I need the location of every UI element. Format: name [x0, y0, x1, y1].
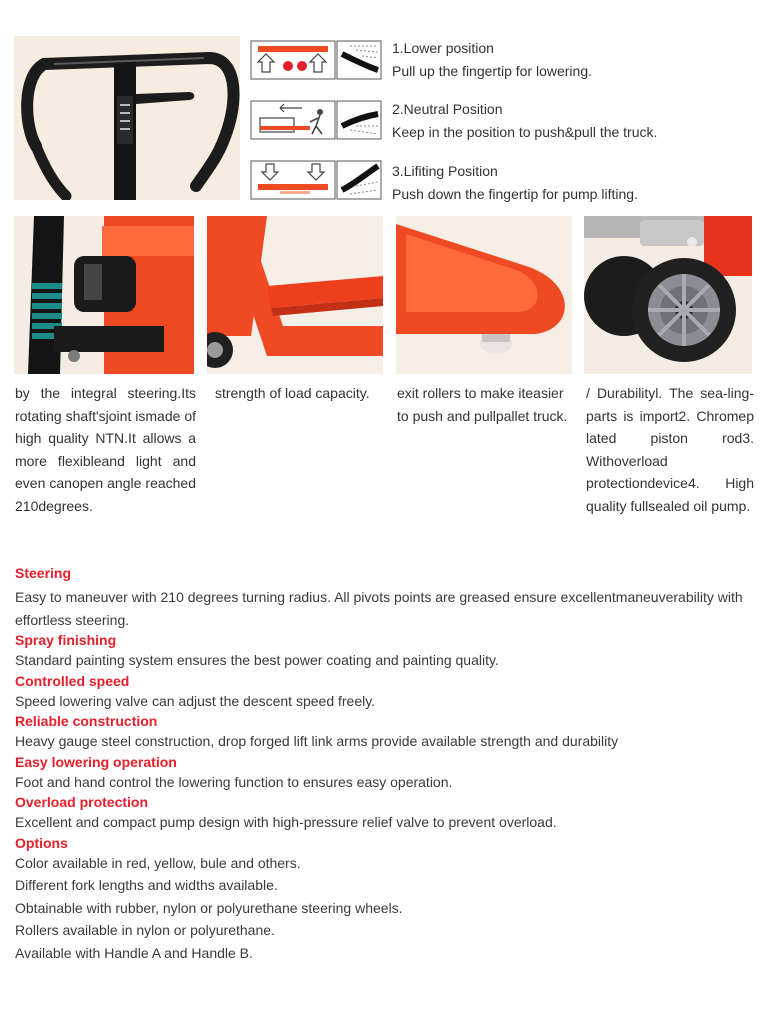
- feature-heading: Controlled speed: [15, 672, 130, 689]
- durability-caption: / Durabilityl. The sea-ling-parts is import2. Chromep lated piston rod3. Withoverload protectiondevice4. High quality fullsealed oil pump.: [586, 385, 754, 514]
- fork-roller-photo: [396, 216, 572, 374]
- feature-heading: Easy lowering operation: [15, 753, 177, 770]
- option-line: Color available in red, yellow, bule and others.: [15, 854, 301, 871]
- feature-text: Easy to maneuver with 210 degrees turning radius. All pivots points are greased ensure excellentmaneuverability with effortless steering.: [15, 589, 743, 628]
- feature-heading: Spray finishing: [15, 632, 117, 648]
- options-heading: Options: [15, 834, 68, 851]
- feature-heading: Overload protection: [15, 794, 149, 810]
- feature-text: Speed lowering valve can adjust the descent speed freely.: [15, 692, 376, 709]
- position-description: Pull up the fingertip for lowering.: [392, 63, 592, 79]
- fork-frame-photo: [207, 216, 383, 374]
- option-line: Obtainable with rubber, nylon or polyurethane steering wheels.: [15, 899, 403, 916]
- option-line: Rollers available in nylon or polyurethane.: [15, 922, 275, 938]
- position-title: 3.Lifiting Position: [392, 163, 498, 179]
- neutral-position-diagram: [250, 100, 382, 140]
- feature-text: Excellent and compact pump design with high-pressure relief valve to prevent overload.: [15, 814, 557, 830]
- position-title: 2.Neutral Position: [392, 101, 503, 117]
- feature-text: Heavy gauge steel construction, drop forged lift link arms provide available strength and durability: [15, 733, 619, 749]
- steering-caption: by the integral steering.Its rotating shaft'sjoint ismade of high quality NTN.It allows a more flexibleand light and even canopen angle reached 210degrees.: [15, 385, 196, 514]
- handle-photo: [14, 36, 240, 200]
- steering-pump-photo: [14, 216, 194, 374]
- features-section: [15, 564, 755, 964]
- feature-text: Standard painting system ensures the best power coating and painting quality.: [15, 652, 499, 668]
- rollers-caption: exit rollers to make iteasier to push and pullpallet truck.: [397, 385, 568, 424]
- feature-heading: Reliable construction: [15, 713, 158, 729]
- position-description: Push down the fingertip for pump lifting.: [392, 186, 638, 202]
- feature-heading: Steering: [15, 565, 72, 581]
- lower-position-diagram: [250, 40, 382, 80]
- wheels-photo: [584, 216, 752, 374]
- load-capacity-caption: strength of load capacity.: [215, 385, 370, 401]
- option-line: Available with Handle A and Handle B.: [15, 944, 253, 961]
- position-title: 1.Lower position: [392, 40, 494, 56]
- feature-text: Foot and hand control the lowering function to ensures easy operation.: [15, 773, 453, 790]
- position-description: Keep in the position to push&pull the truck.: [392, 124, 658, 140]
- option-line: Different fork lengths and widths available.: [15, 877, 278, 893]
- lifting-position-diagram: [250, 160, 382, 200]
